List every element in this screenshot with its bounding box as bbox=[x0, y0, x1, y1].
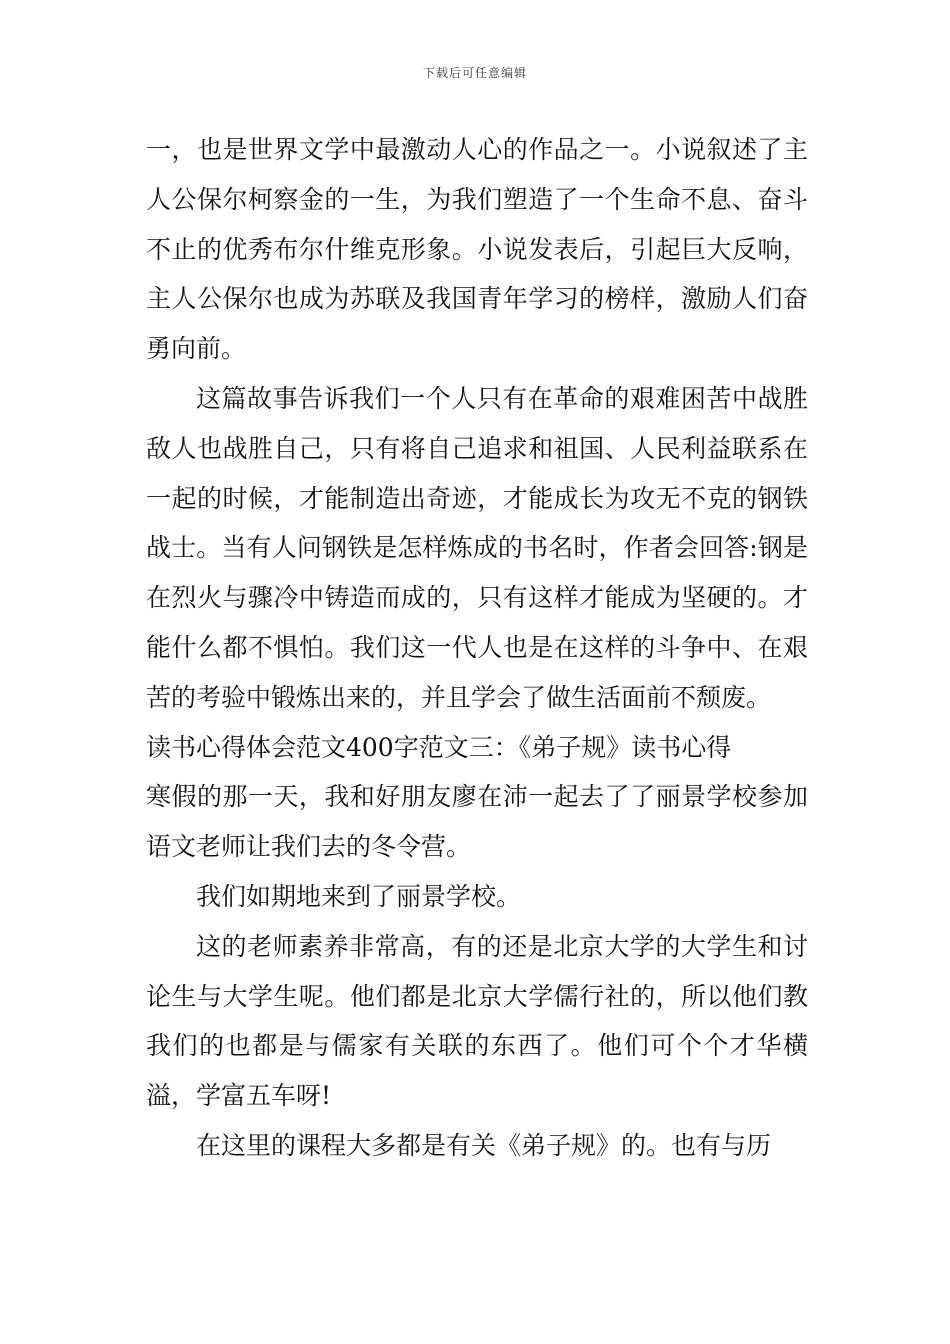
paragraph: 寒假的那一天，我和好朋友廖在沛一起去了了丽景学校参加语文老师让我们去的冬令营。 bbox=[146, 782, 808, 862]
document-body bbox=[146, 125, 808, 1171]
page-header: 下载后可任意编辑 bbox=[422, 66, 527, 80]
paragraph: 我们如期地来到了丽景学校。 bbox=[196, 881, 522, 911]
paragraph: 这的老师素养非常高，有的还是北京大学的大学生和讨论生与大学生呢。他们都是北京大学儒行社的，所以他们教我们的也都是与儒家有关联的东西了。他们可个个才华横溢，学富五车呀! bbox=[146, 931, 808, 1111]
paragraph: 在这里的课程大多都是有关《弟子规》的。也有与历 bbox=[196, 1130, 772, 1160]
paragraph: 一，也是世界文学中最激动人心的作品之一。小说叙述了主人公保尔柯察金的一生，为我们塑造了一个生命不息、奋斗不止的优秀布尔什维克形象。小说发表后，引起巨大反响，主人公保尔也成为苏联及我国青年学习的榜样，激励人们奋勇向前。 bbox=[146, 135, 808, 364]
section-heading: 读书心得体会范文400字范文三：《弟子规》读书心得 bbox=[146, 732, 732, 762]
paragraph: 这篇故事告诉我们一个人只有在革命的艰难困苦中战胜敌人也战胜自己，只有将自己追求和祖国、人民利益联系在一起的时候，才能制造出奇迹，才能成长为攻无不克的钢铁战士。当有人问钢铁是怎样炼成的书名时，作者会回答:钢是在烈火与骤冷中铸造而成的，只有这样才能成为坚硬的。才能什么都不惧怕。我们这一代人也是在这样的斗争中、在艰苦的考验中锻炼出来的，并且学会了做生活面前不颓废。 bbox=[146, 383, 808, 712]
